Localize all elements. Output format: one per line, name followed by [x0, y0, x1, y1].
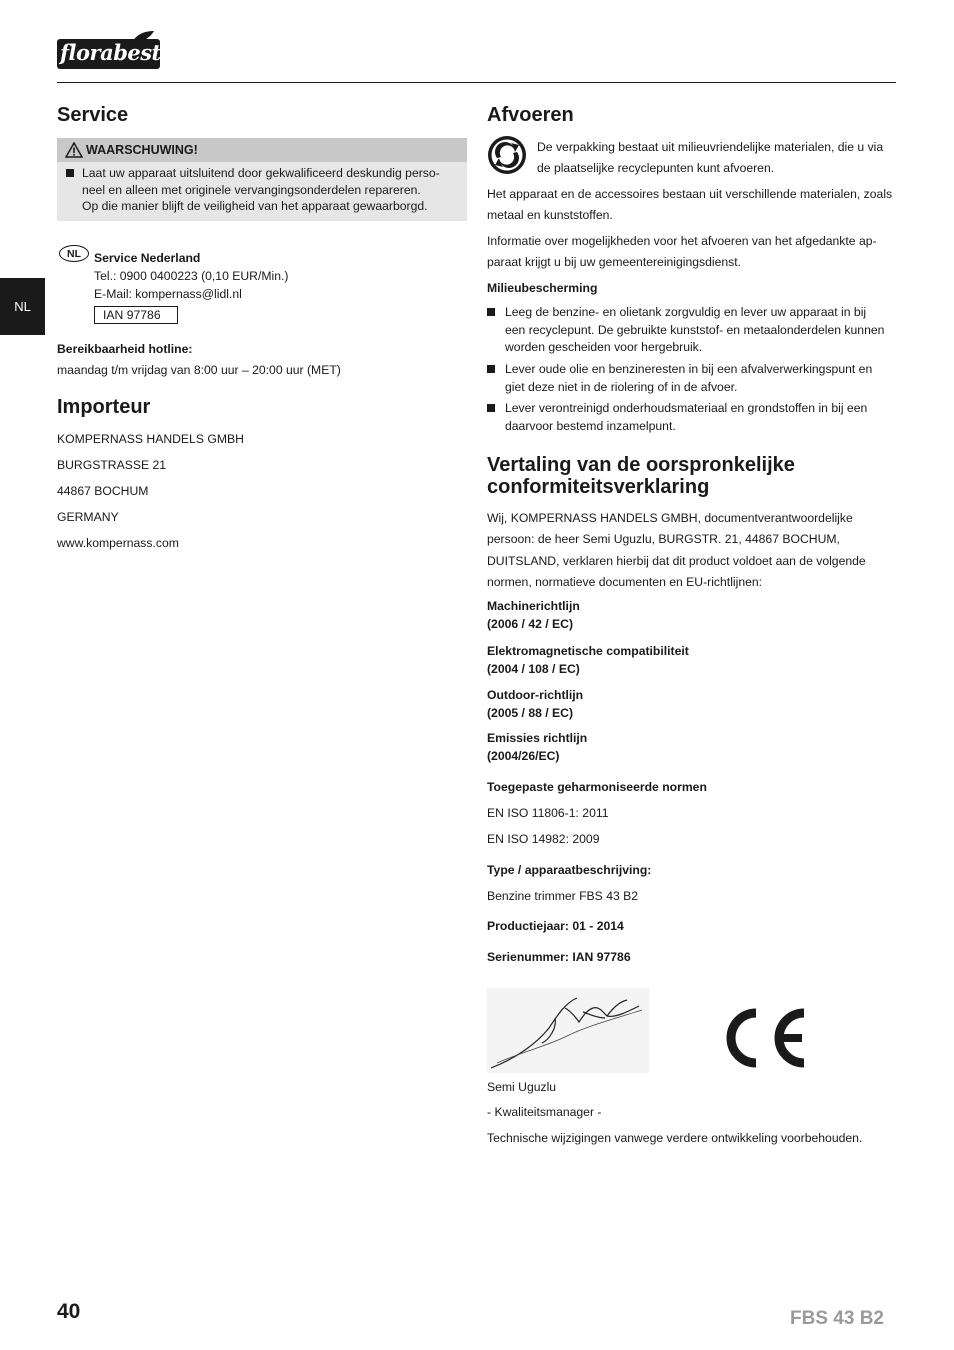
model-name: FBS 43 B2 — [790, 1308, 884, 1329]
conformity-heading-line1: Vertaling van de oorspronkelijke — [487, 454, 795, 476]
milieu-title: Milieubescherming — [487, 281, 598, 295]
directive-code: (2004/26/EC) — [487, 748, 560, 763]
bullet-line: Lever oude olie en benzineresten in bij een afvalverwerkingspunt en — [505, 362, 873, 376]
afvoeren-intro-line: de plaatselijke recyclepunten kunt afvoeren. — [537, 161, 775, 175]
production-year: Productiejaar: 01 - 2014 — [487, 919, 624, 933]
norm-item: EN ISO 14982: 2009 — [487, 832, 600, 846]
bullet-square — [487, 404, 495, 412]
serial-number: Serienummer: IAN 97786 — [487, 950, 631, 964]
afvoeren-intro-line: De verpakking bestaat uit milieuvriendelijke materialen, die u via — [537, 140, 884, 154]
importeur-line: GERMANY — [57, 510, 119, 524]
norm-item: EN ISO 11806-1: 2011 — [487, 806, 609, 820]
bullet-line: een recyclepunt. De gebruikte kunststof- en metaalonderdelen kunnen — [505, 322, 885, 337]
service-email[interactable]: E-Mail: kompernass@lidl.nl — [94, 287, 242, 301]
milieu-bullet-2 — [505, 361, 895, 396]
milieu-bullet-1 — [505, 304, 895, 357]
afvoeren-heading: Afvoeren — [487, 104, 574, 126]
warning-text — [82, 165, 462, 215]
norms-title: Toegepaste geharmoniseerde normen — [487, 780, 707, 794]
directive-name: Emissies richtlijn — [487, 731, 588, 745]
ce-mark-icon — [716, 1005, 810, 1071]
bullet-line: daarvoor bestemd inzamelpunt. — [505, 418, 676, 433]
page-number: 40 — [57, 1300, 81, 1323]
directive-code: (2004 / 108 / EC) — [487, 661, 580, 676]
warning-box — [57, 138, 467, 221]
recycle-icon — [487, 135, 527, 175]
technical-footnote: Technische wijzigingen vanwege verdere ontwikkeling voorbehouden. — [487, 1131, 863, 1145]
signature-image — [487, 988, 649, 1073]
conformity-intro-line: DUITSLAND, verklaren hierbij dat dit product voldoet aan de volgende — [487, 554, 866, 568]
importeur-line: BURGSTRASSE 21 — [57, 458, 167, 472]
directive-name: Elektromagnetische compatibiliteit — [487, 644, 689, 658]
hotline-title: Bereikbaarheid hotline: — [57, 342, 193, 356]
bullet-line: Leeg de benzine- en olietank zorgvuldig en lever uw apparaat in bij — [505, 305, 867, 319]
signer-role: - Kwaliteitsmanager - — [487, 1105, 602, 1119]
afvoeren-p1-line: Het apparaat en de accessoires bestaan uit verschillende materialen, zoals — [487, 187, 893, 201]
type-value: Benzine trimmer FBS 43 B2 — [487, 889, 639, 903]
hotline-hours: maandag t/m vrijdag van 8:00 uur – 20:00 uur (MET) — [57, 363, 341, 377]
directive-name: Machinerichtlijn — [487, 599, 580, 613]
logo-text: florabest — [60, 40, 161, 65]
afvoeren-p2-line: paraat krijgt u bij uw gemeentereinigingsdienst. — [487, 255, 742, 269]
warning-line: Laat uw apparaat uitsluitend door gekwalificeerd deskundig perso- — [82, 166, 440, 180]
importeur-heading: Importeur — [57, 396, 151, 418]
bullet-square — [487, 365, 495, 373]
service-nl-title: Service Nederland — [94, 251, 201, 265]
directive-emc — [487, 643, 689, 678]
bullet-square — [66, 169, 74, 177]
warning-line: Op die manier blijft de veiligheid van het apparaat gewaarborgd. — [82, 199, 428, 213]
importeur-line: 44867 BOCHUM — [57, 484, 149, 498]
afvoeren-p1-line: metaal en kunststoffen. — [487, 208, 613, 222]
brand-logo — [57, 30, 160, 69]
warning-triangle-icon — [65, 142, 83, 158]
language-tab: NL — [0, 278, 45, 335]
milieu-bullet-3 — [505, 400, 895, 435]
country-badge: NL — [59, 245, 89, 262]
directive-emissions — [487, 730, 587, 765]
directive-code: (2005 / 88 / EC) — [487, 705, 574, 720]
service-tel: Tel.: 0900 0400223 (0,10 EUR/Min.) — [94, 269, 289, 283]
ian-box: IAN 97786 — [94, 306, 178, 324]
importeur-line: KOMPERNASS HANDELS GMBH — [57, 432, 244, 446]
afvoeren-p2-line: Informatie over mogelijkheden voor het afvoeren van het afgedankte ap- — [487, 234, 877, 248]
directive-code: (2006 / 42 / EC) — [487, 616, 574, 631]
conformity-intro-line: Wij, KOMPERNASS HANDELS GMBH, documentverantwoordelijke — [487, 511, 853, 525]
header-divider — [57, 82, 896, 83]
bullet-square — [487, 308, 495, 316]
directive-machine — [487, 598, 580, 633]
conformity-heading-line2: conformiteitsverklaring — [487, 476, 710, 498]
warning-header — [57, 138, 467, 162]
importeur-website[interactable]: www.kompernass.com — [57, 536, 179, 550]
warning-title: WAARSCHUWING! — [86, 143, 198, 157]
bullet-line: worden gescheiden voor hergebruik. — [505, 340, 703, 354]
signer-name: Semi Uguzlu — [487, 1080, 557, 1094]
conformity-intro-line: normen, normatieve documenten en EU-richtlijnen: — [487, 575, 763, 589]
type-title: Type / apparaatbeschrijving: — [487, 863, 652, 877]
bullet-line: giet deze niet in de riolering of in de afvoer. — [505, 379, 738, 394]
warning-line: neel en alleen met originele vervangingsonderdelen repareren. — [82, 182, 421, 197]
service-heading: Service — [57, 104, 129, 126]
conformity-intro-line: persoon: de heer Semi Uguzlu, BURGSTR. 21, 44867 BOCHUM, — [487, 532, 840, 546]
directive-name: Outdoor-richtlijn — [487, 688, 584, 702]
directive-outdoor — [487, 687, 583, 722]
bullet-line: Lever verontreinigd onderhoudsmateriaal en grondstoffen in bij een — [505, 401, 868, 415]
